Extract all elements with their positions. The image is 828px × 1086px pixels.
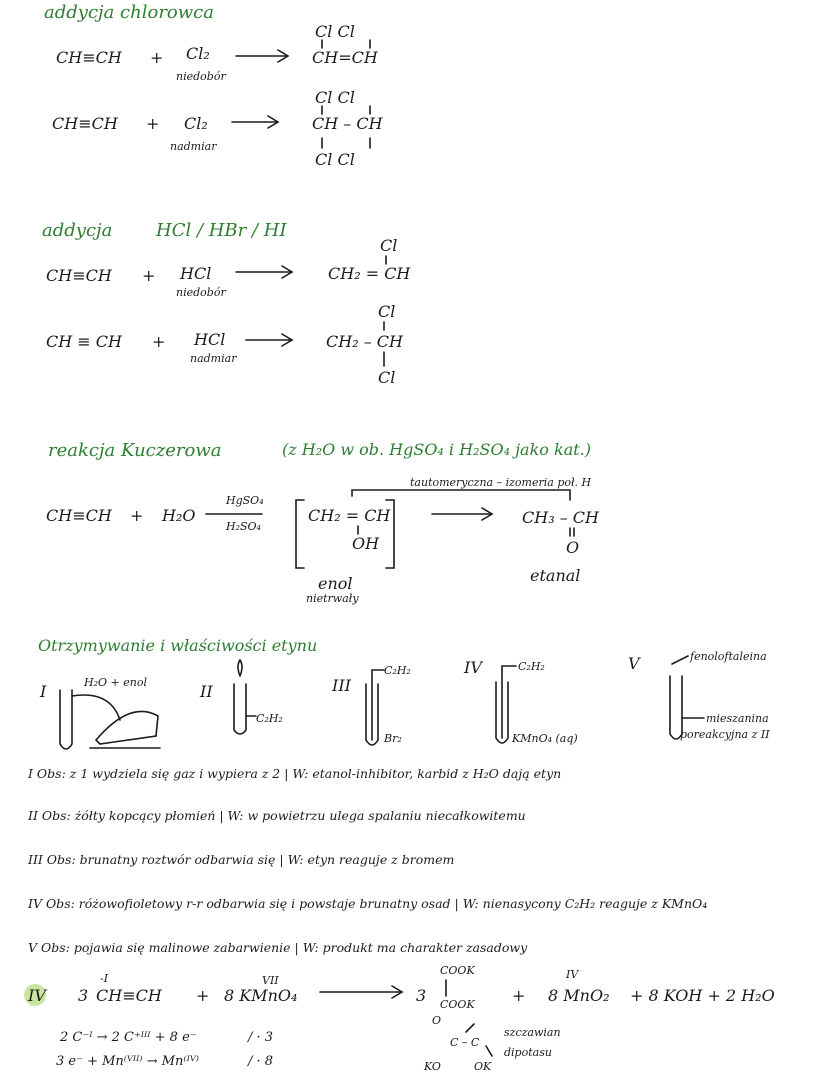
oxalate-cc: C – C <box>450 1036 480 1049</box>
s2-r1-prod: CH₂ = CH <box>328 264 411 283</box>
exp-iv-gas: C₂H₂ <box>518 660 545 673</box>
s3-reagent: H₂O <box>162 506 196 525</box>
s3-cat2: H₂SO₄ <box>226 520 261 533</box>
apparatus-v-icon <box>670 656 704 739</box>
oxalate-ok: OK <box>474 1060 492 1073</box>
oxalate-name2: dipotasu <box>504 1046 552 1059</box>
eq-prod1-bottom: COOK <box>440 998 475 1011</box>
exp-v-mix1: mieszanina <box>706 712 769 725</box>
oxalate-name1: szczawian <box>504 1026 561 1039</box>
s3-enol-oh: OH <box>352 534 380 553</box>
s1-r1-plus: + <box>150 48 164 67</box>
arrow-icon <box>236 50 288 62</box>
exp-v-indicator: fenoloftaleina <box>690 650 767 663</box>
s2-r1-lhs: CH≡CH <box>46 266 112 285</box>
s1-r2-note: nadmiar <box>170 140 217 153</box>
s2-r2-reagent: HCl <box>194 330 226 349</box>
oxalate-o: O <box>432 1014 442 1027</box>
obs-ii: II Obs: żółty kopcący płomień | W: w powietrzu ulega spalaniu niecałkowitemu <box>28 808 526 823</box>
s3-product-o: O <box>566 538 580 557</box>
apparatus-iii-icon <box>366 670 384 745</box>
s2-r1-plus: + <box>142 266 156 285</box>
s2-r2-note: nadmiar <box>190 352 237 365</box>
s1-r2-reagent: Cl₂ <box>184 114 208 133</box>
s3-product: CH₃ – CH <box>522 508 599 527</box>
exp-ii-label: II <box>200 682 213 701</box>
s1-r2-lhs: CH≡CH <box>52 114 118 133</box>
arrow-icon <box>320 986 402 998</box>
exp-iii-label: III <box>332 676 351 695</box>
s2-r1-reagent: HCl <box>180 264 212 283</box>
s2-r2-prod: CH₂ – CH <box>326 332 403 351</box>
s2-r2-prod-top: Cl <box>378 302 396 321</box>
eq-plus3: + 8 KOH + 2 H₂O <box>630 986 775 1005</box>
arrow-icon <box>432 508 492 520</box>
arrow-icon <box>232 116 278 128</box>
s1-r1-lhs: CH≡CH <box>56 48 122 67</box>
obs-iii: III Obs: brunatny roztwór odbarwia się | W: etyn reaguje z bromem <box>28 852 455 867</box>
section-title-hydrohalogenation: addycja <box>42 220 113 241</box>
s2-r2-prod-bottom: Cl <box>378 368 396 387</box>
s2-reagents: HCl / HBr / HI <box>156 220 287 241</box>
exp-v-label: V <box>628 654 640 673</box>
half-reaction-2-factor: / · 8 <box>248 1054 274 1069</box>
obs-iv: IV Obs: różowofioletowy r-r odbarwia się i powstaje brunatny osad | W: nienasycony C₂H₂ reaguje z KMnO₄ <box>28 896 708 911</box>
s1-r1-note: niedobór <box>176 70 226 83</box>
half-reaction-2: 3 e⁻ + Mn⁽ⱽᴵᴵ⁾ → Mn⁽ᴵⱽ⁾ <box>56 1054 199 1069</box>
s3-plus: + <box>130 506 144 525</box>
exp-iii-reagent: Br₂ <box>384 732 402 745</box>
s1-r2-prod-top: Cl Cl <box>315 88 355 107</box>
exp-i-text: H₂O + enol <box>84 676 147 689</box>
eq-ox1: -I <box>100 972 109 985</box>
exp-iv-reagent: KMnO₄ (aq) <box>512 732 578 745</box>
s1-r2-plus: + <box>146 114 160 133</box>
section-title-ethyne: Otrzymywanie i właściwości etynu <box>38 636 318 655</box>
s3-tautomer-note: tautomeryczna – izomeria poł. H <box>410 476 592 489</box>
s2-r1-note: niedobór <box>176 286 226 299</box>
s2-r2-plus: + <box>152 332 166 351</box>
s1-r1-reagent: Cl₂ <box>186 44 210 63</box>
arrow-icon <box>236 266 292 278</box>
s2-r2-lhs: CH ≡ CH <box>46 332 122 351</box>
s3-cat1: HgSO₄ <box>226 494 264 507</box>
s1-r1-prod-top: Cl Cl <box>315 22 355 41</box>
obs-v: V Obs: pojawia się malinowe zabarwienie | W: produkt ma charakter zasadowy <box>28 940 528 955</box>
eq-coef2: 3 <box>416 986 427 1005</box>
apparatus-ii-icon <box>234 660 256 734</box>
exp-iv-label: IV <box>464 658 482 677</box>
s2-r1-prod-top: Cl <box>380 236 398 255</box>
s3-conditions: (z H₂O w ob. HgSO₄ i H₂SO₄ jako kat.) <box>282 440 591 459</box>
exp-ii-gas: C₂H₂ <box>256 712 283 725</box>
exp-v-mix2: poreakcyjna z II <box>680 728 770 741</box>
section-title-halogen-addition: addycja chlorowca <box>44 2 214 23</box>
eq-ox4: IV <box>566 968 579 981</box>
eq-mark: IV <box>28 986 46 1005</box>
exp-iii-gas: C₂H₂ <box>384 664 411 677</box>
eq-ox2: VII <box>262 974 279 987</box>
eq-plus2: + <box>512 986 526 1005</box>
arrow-icon <box>246 334 292 346</box>
s3-enol-note: nietrwały <box>306 592 359 605</box>
half-reaction-1: 2 C⁻ᴵ → 2 C⁺ᴵᴵᴵ + 8 e⁻ <box>60 1030 197 1045</box>
exp-i-label: I <box>40 682 47 701</box>
eq-react1: CH≡CH <box>96 986 162 1005</box>
s1-r2-prod: CH – CH <box>312 114 383 133</box>
apparatus-iv-icon <box>496 666 516 743</box>
eq-prod1-top: COOK <box>440 964 475 977</box>
s1-r1-prod: CH=CH <box>312 48 378 67</box>
s3-product-label: etanal <box>530 566 581 585</box>
eq-react2: 8 KMnO₄ <box>224 986 298 1005</box>
eq-plus1: + <box>196 986 210 1005</box>
apparatus-i-icon <box>60 690 160 749</box>
s1-r2-prod-bottom: Cl Cl <box>315 150 355 169</box>
s3-enol: CH₂ = CH <box>308 506 391 525</box>
s3-enol-label: enol <box>318 574 353 593</box>
section-title-kucherov: reakcja Kuczerowa <box>48 440 222 461</box>
eq-prod2: 8 MnO₂ <box>548 986 610 1005</box>
oxalate-ko: KO <box>424 1060 441 1073</box>
eq-coef1: 3 <box>78 986 89 1005</box>
half-reaction-1-factor: / · 3 <box>248 1030 274 1045</box>
obs-i: I Obs: z 1 wydziela się gaz i wypiera z 2 | W: etanol-inhibitor, karbid z H₂O dają etyn <box>28 766 562 781</box>
s3-lhs: CH≡CH <box>46 506 112 525</box>
